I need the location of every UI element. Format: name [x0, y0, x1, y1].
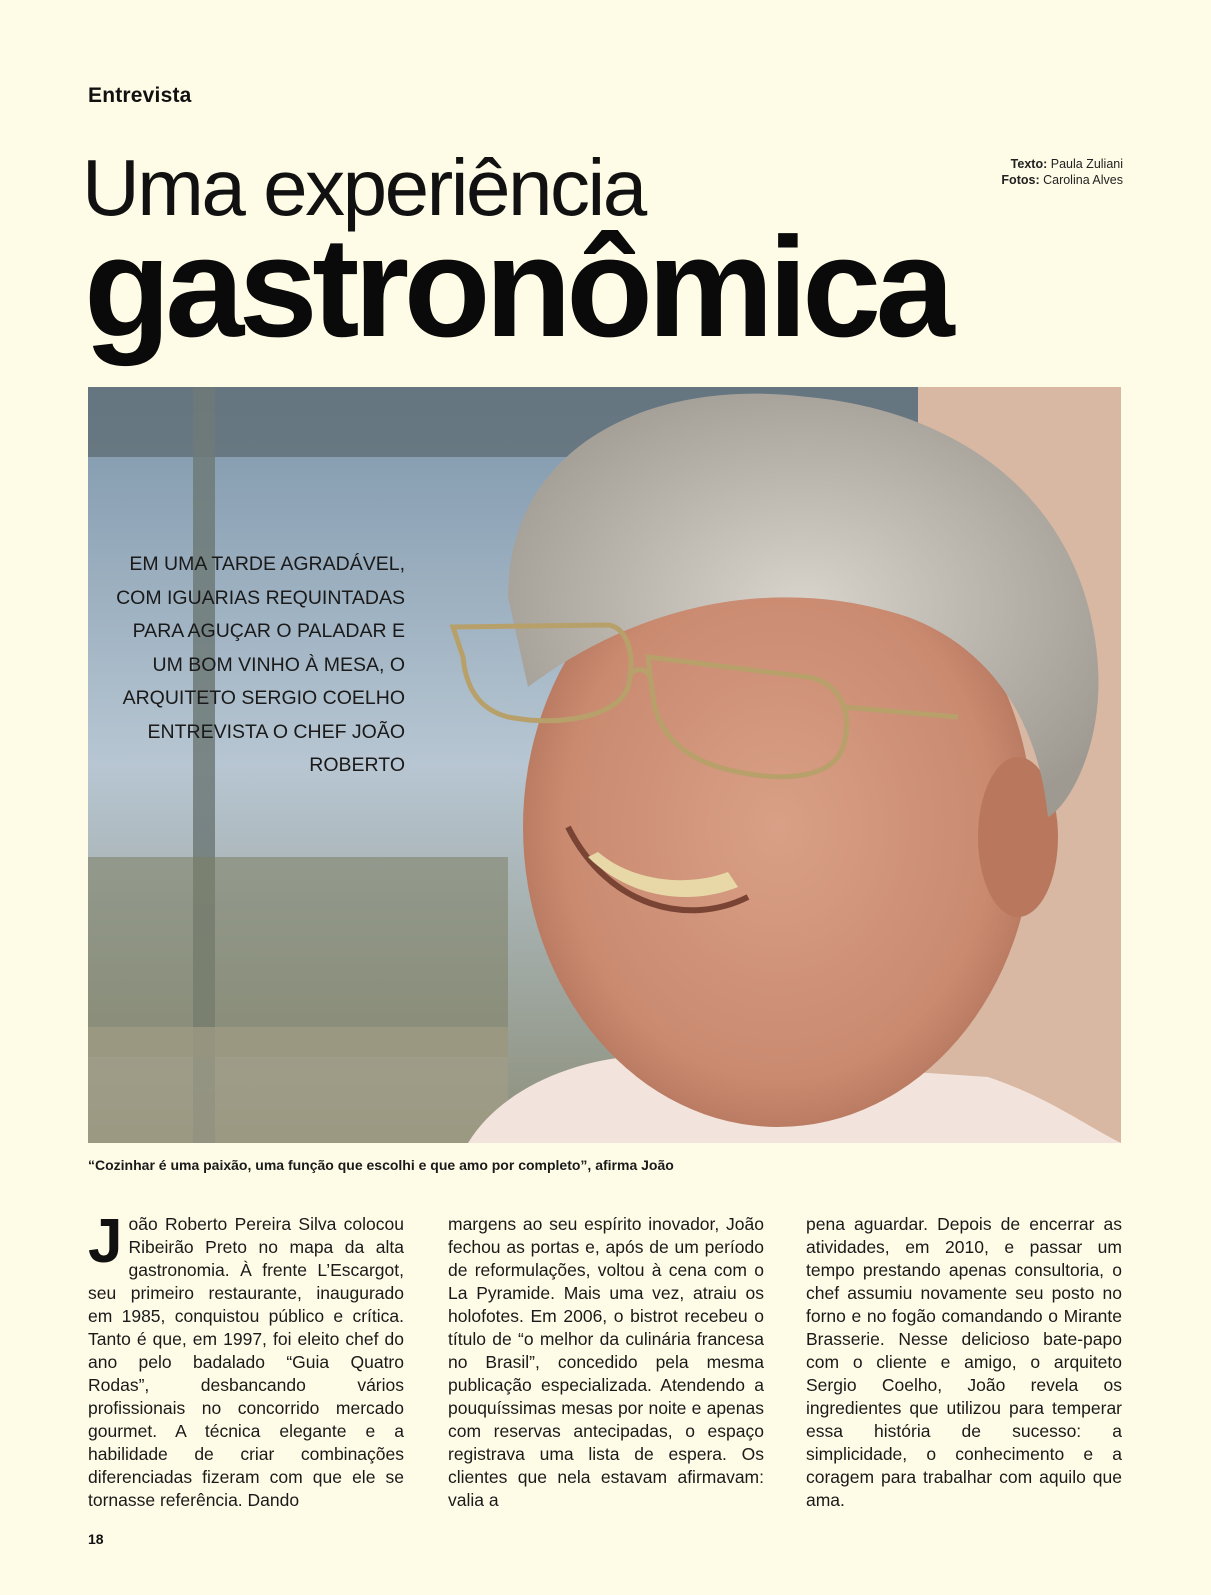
text-credit-author: Paula Zuliani [1050, 157, 1123, 171]
section-label: Entrevista [88, 84, 192, 107]
photo-credit [1001, 172, 1123, 188]
body-column-2: margens ao seu espírito inovador, João fechou as portas e, após de um período de reformulações, voltou à cena com o La Pyramide. Mais uma vez, atraiu os holofotes. Em 2006, o bistrot recebeu o título de “o melhor da culinária francesa no Brasil”, concedido pela mesma publicação especializada. Atendendo a pouquíssimas mesas por noite e apenas com reservas antecipadas, o espaço registrava uma lista de espera. Os clientes que nela estavam afirmavam: valia a [448, 1214, 764, 1510]
photo-credit-label: Fotos: [1001, 173, 1040, 187]
page-number: 18 [88, 1531, 104, 1547]
title-line-2: gastronômica [84, 208, 950, 367]
body-column-1 [88, 1207, 404, 1512]
body-column-1-text: oão Roberto Pereira Silva colocou Ribeirão Preto no mapa da alta gastronomia. À frente L’Escargot, seu primeiro restaurante, inaugurado em 1985, conquistou público e crítica. Tanto é que, em 1997, foi eleito chef do ano pelo badalado “Guia Quatro Rodas”, desbancando vários profissionais no concorrido mercado gourmet. A técnica elegante e a habilidade de criar combinações diferenciadas fizeram com que ele se tornasse referência. Dando [88, 1214, 404, 1510]
photo-caption: “Cozinhar é uma paixão, uma função que escolhi e que amo por completo”, afirma João [88, 1157, 674, 1173]
text-credit [1001, 156, 1123, 172]
body-column-3: pena aguardar. Depois de encerrar as atividades, em 2010, e passar um tempo prestando apenas consultoria, o chef assumiu novamente seu posto no forno e no fogão comandando o Mirante Brasserie. Nesse delicioso bate-papo com o cliente e amigo, o arquiteto Sergio Coelho, João revela os ingredientes que utilizou para temperar essa história de sucesso: a simplicidade, o conhecimento e a coragem para trabalhar com aquilo que ama. [806, 1214, 1122, 1510]
drop-cap: J [88, 1207, 123, 1276]
text-credit-label: Texto: [1010, 157, 1048, 171]
credits [1001, 156, 1123, 188]
title-line-1: Uma experiência [82, 143, 645, 232]
lead-paragraph: EM UMA TARDE AGRADÁVEL, COM IGUARIAS REQUINTADAS PARA AGUÇAR O PALADAR E UM BOM VINHO À MESA, O ARQUITETO SERGIO COELHO ENTREVISTA O CHEF JOÃO ROBERTO [116, 553, 405, 776]
photo-credit-author: Carolina Alves [1043, 173, 1123, 187]
